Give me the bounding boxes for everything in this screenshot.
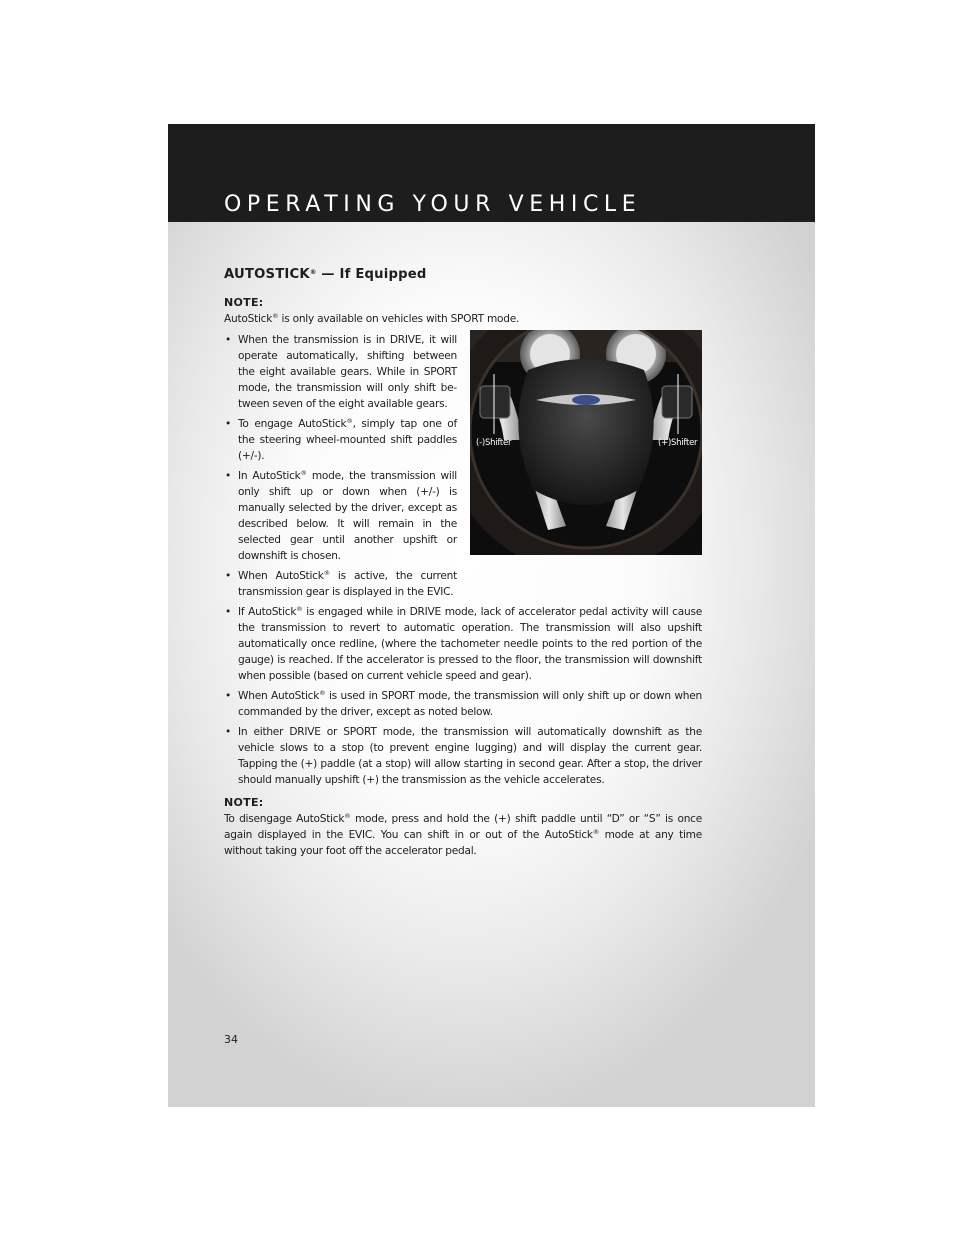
page-title: OPERATING YOUR VEHICLE [224,192,642,217]
list-item [224,604,702,684]
list-item [224,688,702,720]
section-heading [224,266,702,284]
registered-mark: ® [592,828,600,836]
left-shifter-label: (-)Shifter [476,438,512,448]
left-controls [480,386,510,418]
right-shifter-label: (+)Shifter [658,438,698,448]
content-area [224,266,702,859]
list-item-text: If AutoStick [238,606,297,618]
registered-mark: ® [309,268,317,276]
list-item-text: In either DRIVE or SPORT mode, the transmission will automatically downshift as the vehicle slows to a stop (to prevent engine lugging) and will display the current gear. Tapping the (+) paddle (at a stop) will allow starting in second gear. After a stop, the driver should manually upshift (+) the transmission as the vehicle accelerates. [238,726,702,786]
list-item-text: When the transmission is in DRIVE, it will operate automatically, shifting between the eight available gears. While in SPORT mode, the transmission will only shift be-tween seven of the eight available gears. [238,334,457,410]
note-text-part: is only available on vehicles with SPORT mode. [278,313,520,325]
registered-mark: ® [346,417,353,425]
airbag-hub [518,359,653,505]
note-text-part: To disengage AutoStick [224,813,345,825]
registered-mark: ® [319,689,326,697]
list-item-text: is active, the current transmission gear is displayed in the EVIC. [238,570,457,598]
note-text [224,811,702,859]
page-number: 34 [224,1033,238,1046]
right-controls [662,386,692,418]
note-text [224,311,702,327]
header-band [168,124,815,222]
note-text-part: mode, press and hold the (+) shift paddle until “D” or “S” is once again displayed in the EVIC. You can shift in or out of the AutoStick [224,813,702,841]
bullet-list-bottom [224,604,702,788]
steering-wheel-photo [470,330,702,555]
list-item-text: When AutoStick [238,570,324,582]
list-item-text: In AutoStick [238,470,301,482]
list-item-text: When AutoStick [238,690,320,702]
list-item-text: , simply tap one of the steering wheel-mounted shift paddles (+/-). [238,418,457,462]
list-item [224,568,457,600]
registered-mark: ® [272,312,279,320]
heading-main: AUTOSTICK [224,267,310,282]
registered-mark: ® [300,469,307,477]
registered-mark: ® [296,605,303,613]
note-text-part: mode at any time without taking your foot off the accelerator pedal. [224,829,702,857]
manual-page [168,124,815,1107]
heading-suffix: — If Equipped [316,267,427,282]
note-label: NOTE: [224,296,264,309]
list-item [224,724,702,788]
list-item [224,416,457,464]
steering-wheel-illustration [470,330,702,555]
list-item [224,468,457,564]
list-item-text: is engaged while in DRIVE mode, lack of accelerator pedal activity will cause the transmission to revert to automatic operation. The transmission will also upshift automatically once redline, (where the tachometer needle points to the red portion of the gauge) is reached. If the accelerator is pressed to the floor, the transmission will downshift when possible (based on current vehicle speed and gear). [238,606,702,682]
list-item-text: mode, the transmission will only shift up or down when (+/-) is manually selected by the driver, except as described below. It will remain in the selected gear until another upshift or downshift is chosen. [238,470,457,562]
registered-mark: ® [344,812,351,820]
list-item [224,332,457,412]
list-item-text: To engage AutoStick [238,418,347,430]
note-text-part: AutoStick [224,313,273,325]
list-item-text: is used in SPORT mode, the transmission will only shift up or down when commanded by the driver, except as noted below. [238,690,702,718]
registered-mark: ® [323,569,330,577]
note-label: NOTE: [224,796,264,809]
